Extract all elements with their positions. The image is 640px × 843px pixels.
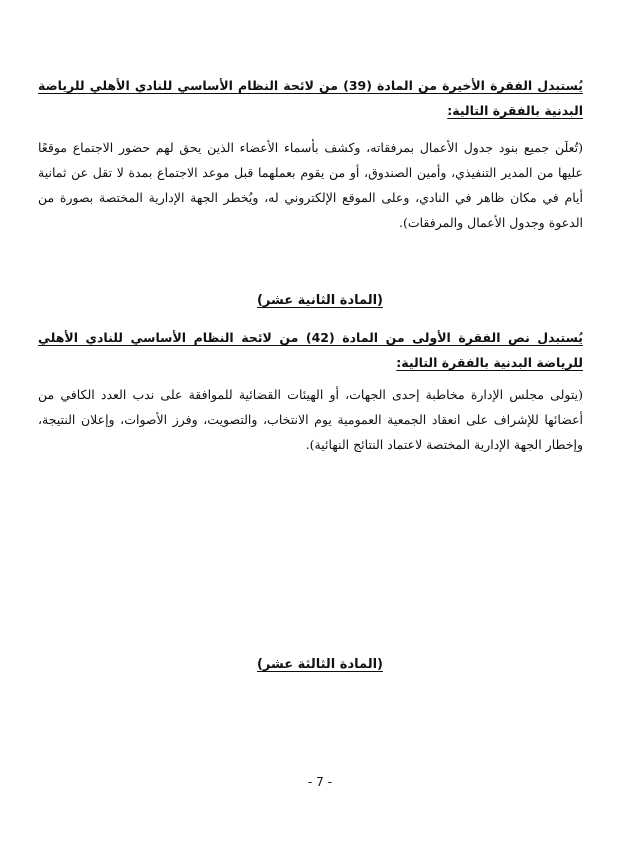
section2-body: (يتولى مجلس الإدارة مخاطبة إحدى الجهات، أو الهيئات القضائية للموافقة على ندب العدد الكافي من أعضائها للإشراف على انعقاد الجمعية العمومية يوم الانتخاب، والتصويت، وفرز الأصوات، وإعلان النتيجة، وإخطار الجهة الإدارية المختصة لاعتماد النتائج النهائية). xyxy=(38,387,583,452)
page-number: - 7 - xyxy=(308,775,332,789)
article-12-title: (المادة الثانية عشر) xyxy=(256,293,383,308)
section1-body: (تُعلَن جميع بنود جدول الأعمال بمرفقاته، وكشف بأسماء الأعضاء الذين يحق لهم حضور الاجتماع موقعًا عليها من المدير التنفيذي، وأمين الصندوق، أو من يقوم بعملهما قبل موعد الاجتماع بمدة لا تقل عن ثمانية أيام في مكان ظاهر في النادي، وعلى الموقع الإلكتروني له، ويُخطر الجهة الإدارية المختصة بصورة من الدعوة وجدول الأعمال والمرفقات). xyxy=(38,140,583,230)
section1-heading: يُستبدل الفقرة الأخيرة من المادة (39) من لائحة النظام الأساسي للنادي الأهلي للرياضة البدنية بالفقرة التالية: xyxy=(38,78,583,118)
article-13-title: (المادة الثالثة عشر) xyxy=(256,657,383,672)
section2-heading: يُستبدل نص الفقرة الأولى من المادة (42) من لائحة النظام الأساسي للنادي الأهلي للرياضة البدنية بالفقرة التالية: xyxy=(38,330,583,370)
